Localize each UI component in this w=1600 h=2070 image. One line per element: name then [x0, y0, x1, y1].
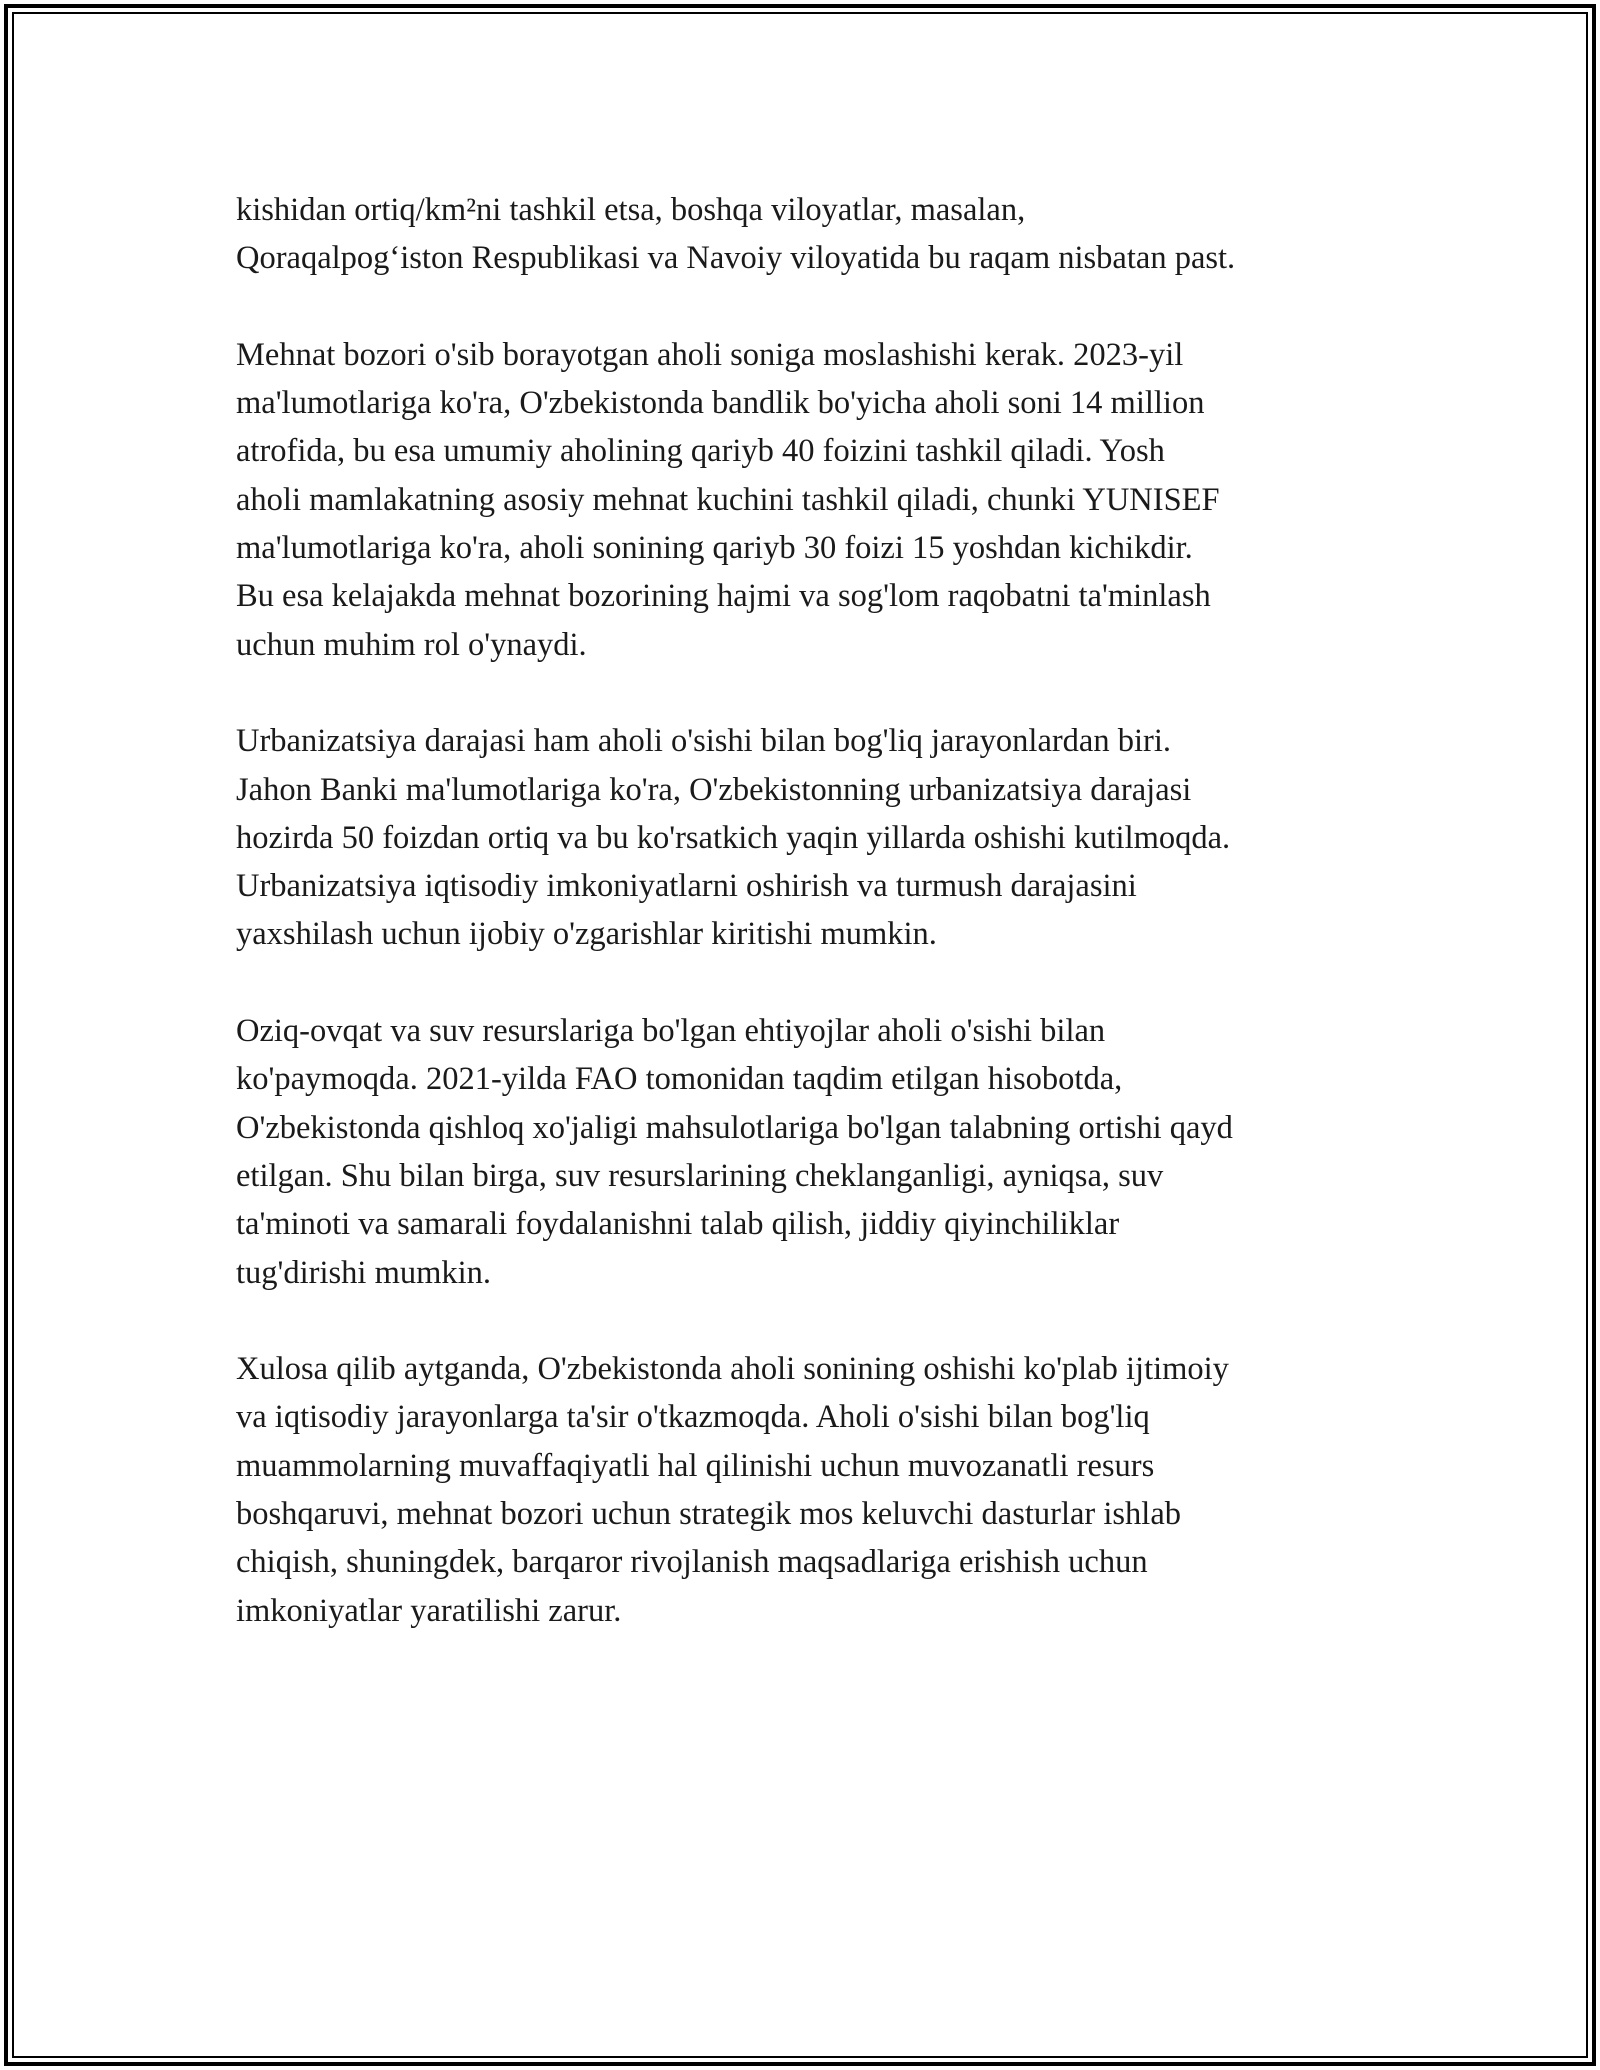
paragraph-food-water: Oziq-ovqat va suv resurslariga bo'lgan ehtiyojlar aholi o'sishi bilan ko'paymoqda. 2021-yilda FAO tomonidan taqdim etilgan hisobotda, O'zbekistonda qishloq xo'jaligi mahsulotlariga bo'lgan talabning ortishi qayd etilgan. Shu bilan birga, suv resurslarining cheklanganligi, ayniqsa, suv ta'minoti va samarali foydalanishni talab qilish, jiddiy qiyinchiliklar tug'dirishi mumkin.	[236, 1013, 1233, 1291]
paragraph-labor-market: Mehnat bozori o'sib borayotgan aholi soniga moslashishi kerak. 2023-yil ma'lumotlariga ko'ra, O'zbekistonda bandlik bo'yicha aholi soni 14 million atrofida, bu esa umumiy aholining qariyb 40 foizini tashkil qiladi. Yosh aholi mamlakatning asosiy mehnat kuchini tashkil qiladi, chunki YUNISEF ma'lumotlariga ko'ra, aholi sonining qariyb 30 foizi 15 yoshdan kichikdir. Bu esa kelajakda mehnat bozorining hajmi va sog'lom raqobatni ta'minlash uchun muhim rol o'ynaydi.	[236, 336, 1220, 663]
document-body	[236, 186, 1376, 1683]
paragraph-urbanization: Urbanizatsiya darajasi ham aholi o'sishi bilan bog'liq jarayonlardan biri. Jahon Banki ma'lumotlariga ko'ra, O'zbekistonning urbanizatsiya darajasi hozirda 50 foizdan ortiq va bu ko'rsatkich yaqin yillarda oshishi kutilmoqda. Urbanizatsiya iqtisodiy imkoniyatlarni oshirish va turmush darajasini yaxshilash uchun ijobiy o'zgarishlar kiritishi mumkin.	[236, 723, 1231, 953]
paragraph-population-density: kishidan ortiq/km²ni tashkil etsa, boshqa viloyatlar, masalan, Qoraqalpog‘iston Respublikasi va Navoiy viloyatida bu raqam nisbatan past.	[236, 192, 1236, 277]
paragraph-conclusion: Xulosa qilib aytganda, O'zbekistonda aholi sonining oshishi ko'plab ijtimoiy va iqtisodiy jarayonlarga ta'sir o'tkazmoqda. Aholi o'sishi bilan bog'liq muammolarning muvaffaqiyatli hal qilinishi uchun muvozanatli resurs boshqaruvi, mehnat bozori uchun strategik mos keluvchi dasturlar ishlab chiqish, shuningdek, barqaror rivojlanish maqsadlariga erishish uchun imkoniyatlar yaratilishi zarur.	[236, 1351, 1229, 1629]
